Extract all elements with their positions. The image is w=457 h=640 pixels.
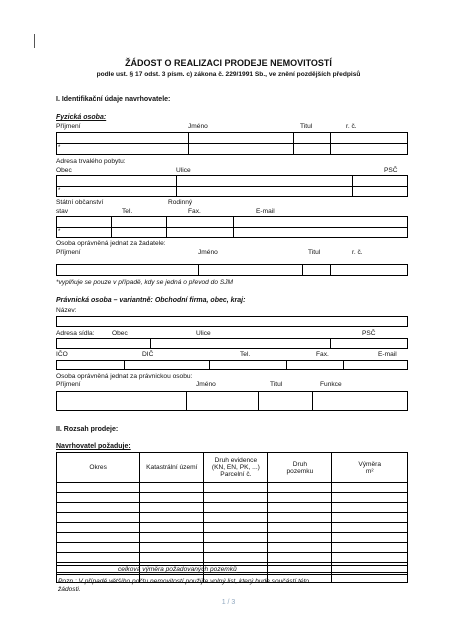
- prodej-table: [56, 452, 408, 583]
- col-divider: [343, 360, 344, 370]
- fyzicka-label: Fyzická osoba:: [56, 114, 107, 121]
- table-row[interactable]: [57, 493, 408, 503]
- col-divider: [176, 175, 177, 197]
- col-divider: [111, 216, 112, 238]
- col-divider: [312, 391, 313, 411]
- col-divider: [209, 360, 210, 370]
- col-header-katastr: Katastrální území: [140, 453, 204, 483]
- label-tel-2: Tel.: [240, 351, 251, 358]
- label-rc-2: r. č.: [352, 249, 363, 256]
- col-divider: [331, 565, 332, 575]
- label-rc: r. č.: [346, 123, 357, 130]
- label-jmeno-2: Jméno: [198, 249, 218, 256]
- document-subtitle: podle ust. § 17 odst. 3 písm. c) zákona č. 229/1991 Sb., ve znění pozdějších předpisů: [96, 71, 361, 78]
- label-psc-2: PSČ: [362, 330, 376, 337]
- col-header-druh-evidence: Druh evidence (KN, EN, PK, ...) Parcelní č.: [204, 453, 268, 483]
- sjm-star: *: [58, 145, 61, 151]
- label-tel: Tel.: [122, 208, 133, 215]
- sidlo-box[interactable]: [56, 338, 408, 349]
- total-label: celková výměra požadovaných pozemků: [118, 566, 237, 573]
- label-titul-2: Titul: [308, 249, 321, 256]
- table-row[interactable]: [57, 503, 408, 513]
- text-cursor: [34, 34, 35, 48]
- navrhovatel-label: Navrhovatel požaduje:: [56, 443, 131, 450]
- col-divider: [166, 216, 167, 238]
- table-row[interactable]: [57, 533, 408, 543]
- label-titul-3: Titul: [270, 381, 283, 388]
- label-opravnena: Osoba oprávněná jednat za žadatele:: [56, 240, 166, 247]
- col-divider: [233, 216, 234, 238]
- label-jmeno: Jméno: [188, 123, 208, 130]
- label-prijmeni: Příjmení: [56, 123, 81, 130]
- label-dic: DIČ: [142, 351, 154, 358]
- table-row[interactable]: [57, 543, 408, 553]
- pravnicka-label: Právnická osoba – variantně: Obchodní firma, obec, kraj:: [56, 297, 246, 304]
- label-ico: IČO: [56, 351, 68, 358]
- label-obec-2: Obec: [112, 330, 128, 337]
- col-divider: [150, 338, 151, 349]
- label-prijmeni-2: Příjmení: [56, 249, 81, 256]
- col-divider: [330, 132, 331, 155]
- row-divider: [56, 186, 408, 187]
- label-prijmeni-3: Příjmení: [56, 381, 81, 388]
- label-stav: stav: [56, 208, 69, 215]
- poznamka-line-2: žádosti.: [58, 586, 81, 593]
- label-obec: Obec: [56, 167, 72, 174]
- col-divider: [352, 175, 353, 197]
- opravnena-box[interactable]: [56, 264, 408, 276]
- label-email: E-mail: [256, 208, 275, 215]
- label-email-2: E-mail: [378, 351, 397, 358]
- table-row[interactable]: [57, 483, 408, 493]
- label-titul: Titul: [300, 123, 313, 130]
- col-divider: [258, 391, 259, 411]
- label-funkce: Funkce: [320, 381, 342, 388]
- sjm-note: *vyplňuje se pouze v případě, kdy se jedná o převod do SJM: [56, 279, 234, 286]
- label-fax-2: Fax.: [316, 351, 329, 358]
- nazev-box[interactable]: [56, 316, 408, 327]
- label-statni: Státní občanství: [56, 199, 104, 206]
- label-ulice-2: Ulice: [196, 330, 211, 337]
- table-row[interactable]: [57, 523, 408, 533]
- label-jmeno-3: Jméno: [196, 381, 216, 388]
- section1-heading: I. Identifikační údaje navrhovatele:: [56, 96, 171, 103]
- ico-box[interactable]: [56, 360, 408, 370]
- col-header-okres: Okres: [57, 453, 140, 483]
- label-adresa-sidla: Adresa sídla:: [56, 330, 95, 337]
- label-ulice: Ulice: [176, 167, 191, 174]
- sjm-star: *: [58, 188, 61, 194]
- col-divider: [293, 132, 294, 155]
- label-adresa: Adresa trvalého pobytu:: [56, 158, 126, 165]
- page-number: 1 / 3: [221, 599, 236, 606]
- col-divider: [330, 338, 331, 349]
- col-divider: [302, 264, 303, 276]
- col-divider: [330, 264, 331, 276]
- opravnena-po-box[interactable]: [56, 391, 408, 411]
- col-divider: [186, 391, 187, 411]
- table-row[interactable]: [57, 513, 408, 523]
- row-divider: [56, 227, 408, 228]
- label-nazev: Název:: [56, 307, 77, 314]
- sjm-star: *: [58, 229, 61, 235]
- poznamka-line-1: Pozn.: V případě většího počtu nemovitostí použijte volný list, který bude součástí této: [58, 578, 310, 585]
- label-opravnena-po: Osoba oprávněná jednat za právnickou osobu:: [56, 373, 193, 380]
- col-header-vymera: Výměra m²: [332, 453, 408, 483]
- col-divider: [198, 264, 199, 276]
- row-divider: [56, 143, 408, 144]
- section2-heading: II. Rozsah prodeje:: [56, 426, 119, 433]
- label-fax: Fax.: [188, 208, 201, 215]
- col-divider: [188, 132, 189, 155]
- label-rodinny: Rodinný: [168, 199, 193, 206]
- col-divider: [124, 360, 125, 370]
- col-divider: [286, 360, 287, 370]
- document-title: ŽÁDOST O REALIZACI PRODEJE NEMOVITOSTÍ: [125, 58, 332, 68]
- label-psc: PSČ: [384, 167, 398, 174]
- table-row[interactable]: [57, 553, 408, 563]
- col-header-druh-pozemku: Druh pozemku: [268, 453, 332, 483]
